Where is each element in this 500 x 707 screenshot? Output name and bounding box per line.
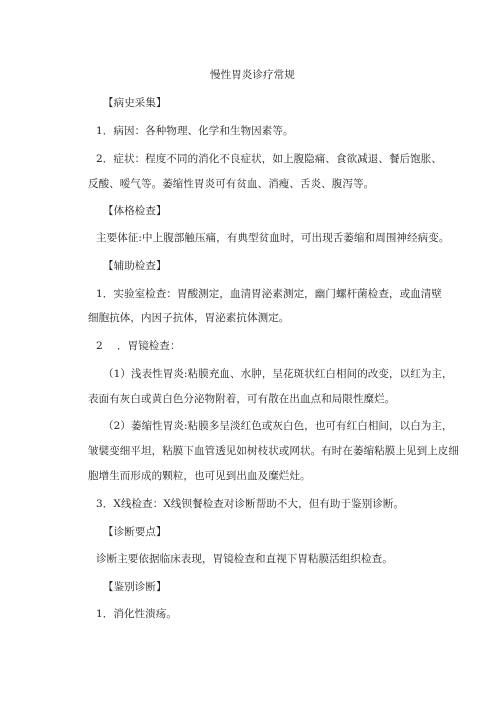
differential-item-1: 1．消化性溃疡。 xyxy=(96,608,177,620)
aux-sub-1-line-2: 表面有灰白或黄白色分泌物附着，可有散在出血点和局限性糜烂。 xyxy=(88,393,396,405)
document-title: 慢性胃炎诊疗常规 xyxy=(210,69,295,81)
exam-text: 主要体征:中上腹部触压痛，有典型贫血时，可出现舌萎缩和周围神经病变。 xyxy=(96,232,450,244)
aux-sub-2-line-3: 胞增生而形成的颗粒，也可见到出血及糜烂灶。 xyxy=(88,470,311,482)
history-item-2-line-2: 反酸、嗳气等。萎缩性胃炎可有贫血、消瘦、舌炎、腹泻等。 xyxy=(88,178,375,190)
section-heading-aux: 【辅助检查】 xyxy=(103,260,167,272)
section-heading-history: 【病史采集】 xyxy=(103,97,167,109)
aux-item-1-line-2: 细胞抗体，内因子抗体，胃泌素抗体测定。 xyxy=(88,312,290,324)
aux-item-2-number: 2 xyxy=(96,340,103,352)
aux-sub-2-line-1: （2）萎缩性胃炎:粘膜多呈淡红色或灰白色，也可有红白相间，以白为主， xyxy=(103,420,453,432)
history-item-2-line-1: 2．症状：程度不同的消化不良症状，如上腹隐痛、食欲减退、餐后饱胀、 xyxy=(96,153,442,165)
section-heading-exam: 【体格检查】 xyxy=(103,205,167,217)
section-heading-differential: 【鉴别诊断】 xyxy=(103,581,167,593)
history-item-1: 1．病因：各种物理、化学和生物因素等。 xyxy=(96,125,294,137)
aux-item-1-line-1: 1．实验室检查：胃酸测定，血清胃泌素测定，幽门螺杆菌检查，或血清壁 xyxy=(96,288,442,300)
diagnosis-text: 诊断主要依据临床表现，胃镜检查和直视下胃粘膜活组织检查。 xyxy=(96,553,393,565)
aux-item-2-label: ．胃镜检查： xyxy=(117,340,181,352)
aux-sub-2-line-2: 皱襞变细平坦，粘膜下血管透见如树枝状或网状。有时在萎缩粘膜上见到上皮细 xyxy=(88,445,459,457)
aux-item-3: 3．X线检查：X线钡餐检查对诊断帮助不大，但有助于鉴别诊断。 xyxy=(96,498,405,510)
aux-sub-1-line-1: （1）浅表性胃炎:粘膜充血、水肿，呈花斑状红白相间的改变，以红为主， xyxy=(103,368,453,380)
section-heading-diagnosis: 【诊断要点】 xyxy=(103,526,167,538)
